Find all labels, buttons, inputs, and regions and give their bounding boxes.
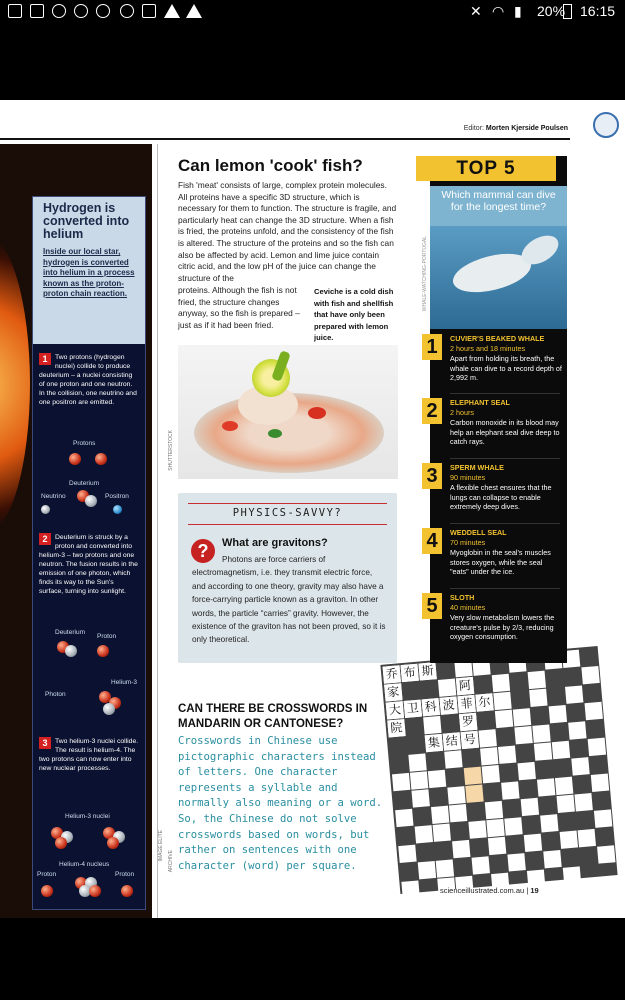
crossword-cell [492,674,510,692]
crossword-cell [540,814,558,832]
excel-icon [142,4,156,18]
crossword-character: 号 [461,731,479,749]
crossword-cell [488,837,506,855]
crossword-cell [410,771,428,789]
crossword-cell [444,750,462,768]
step-3: 3 Two helium-3 nuclei collide. The result is helium-4. The two protons can now enter into new nuclear processes. [39,738,139,772]
page-number: 19 [530,886,539,895]
crossword-character: 结 [443,732,461,750]
reader-avatar-icon[interactable] [593,112,619,138]
top5-panel: TOP 5 Which mammal can dive for the longest time? WHALE-WATCHING-PORTUGAL 1 CUVIER'S BEAKED WHALE 2 hours and 18 minutes Apart from holding its breath, the whale can dive to a record depth of 2,992 m. 2 ELEPHANT SEAL 2 hours Carbon monoxide in its blood may help an elephant seal dive deep to catch rays. 3 SPERM WHALE 90 minutes A flexible chest ensures that the lungs can collapse to enable extremely deep dives. 4 WEDDELL SEAL 70 minutes Myoglobin in the seal's muscles stores oxygen, while the seal "eats" under the ice. 5 SLOTH 40 minutes Very slow metabolism lowers the creature's pulse by 2/3, reducing oxygen consumption. [430,156,567,663]
whale-photo [430,226,567,329]
crossword-cell [517,762,535,780]
crossword-cell [478,729,496,747]
crossword-cell [585,702,603,720]
sun-column [0,144,152,918]
crossword-grid-image [380,646,617,894]
crossword-character: 菲 [457,695,475,713]
crossword-cell [563,866,581,884]
crossword-cell [485,801,503,819]
crossword-cell [556,795,574,813]
top-rule [0,138,570,140]
crossword-character: 家 [384,683,402,701]
crossword-character: 阿 [456,677,474,695]
battery-icon [563,4,572,19]
site-url: scienceillustrated.com.au [440,886,525,895]
crossword-cell [532,724,550,742]
crossword-cell [423,716,441,734]
hydrogen-header [33,197,145,344]
crossword-headline: CAN THERE BE CROSSWORDS IN MANDARIN OR CANTONESE? [178,703,368,730]
top5-question: Which mammal can dive for the longest time? [441,189,556,213]
crossword-cell [465,785,483,803]
magazine-page[interactable] [0,100,625,918]
crossword-cell [534,742,552,760]
crossword-cell [447,786,465,804]
physics-box [178,493,397,663]
crossword-cell [565,685,583,703]
crossword-cell [571,757,589,775]
crossword-character: 波 [439,696,457,714]
crossword-cell [588,738,606,756]
crossword-character: 院 [387,719,405,737]
crossword-cell [392,773,410,791]
physics-answer: Photons are force carriers of electromagnetism, i.e. they transmit electric force, and according to one theory, gravity may also have a force-carrying particle known as a graviton. In other words, the particle “carries” gravity. However, the existence of the graviton has not been proved, so it is only theoretical. [192,555,386,645]
editor-credit: Editor: Morten Kjerside Poulsen [463,125,568,132]
crossword-character: 科 [422,698,440,716]
shield-icon [120,4,134,18]
whale-photo-credit: WHALE-WATCHING-PORTUGAL [422,236,428,312]
crossword-cell [398,845,416,863]
sun-image [0,234,30,534]
lemon-body: Fish 'meat' consists of large, complex protein molecules. All proteins have a specific 3D structure, which is necessary for them to function. The structure is fragile, and particularly heat can change the 3D structure. When a fish is fried, the proteins unfold, and the consistency of the fish is altered. The structure of the proteins and so the fish can also be affected by acid. Lemon and lime juice contain citric acid, and the low pH of the juice can change the structure of the [178,180,397,283]
crossword-cell [495,710,513,728]
crossword-cell [528,671,546,689]
top5-header: TOP 5 [416,156,556,181]
crossword-cell [428,770,446,788]
notification-icon [8,4,22,18]
crossword-cell [415,825,433,843]
step-2: 2 Deuterium is struck by a proton and converted into helium-3 – two protons and one neutron. The fusion results in the emission of one photon, which finds its way to the Sun's surface, turning into sunlight. [39,534,138,595]
mute-icon: ✕ [470,3,482,19]
page-footer: scienceillustrated.com.au | 19 [440,886,539,895]
step-2-diagram: Deuterium Proton Helium-3 Photon [33,627,145,727]
crossword-character: 尔 [475,693,493,711]
step-3-diagram: Helium-3 nuclei Helium-4 nucleus Proton Proton [33,811,145,906]
crossword-cell [418,861,436,879]
crossword-cell [568,721,586,739]
crossword-cell [452,840,470,858]
warning-icon [164,4,180,18]
skull-icon [74,4,88,18]
crossword-cell [597,845,615,863]
status-bar [0,0,625,24]
crossword-cell [449,804,467,822]
crossword-cell [524,834,542,852]
crossword-cell [513,708,531,726]
crossword-cell [436,859,454,877]
crossword-cell [411,789,429,807]
image-credit: IMAGE ELITE [158,830,164,862]
crossword-cell [594,809,612,827]
crossword-cell [591,774,609,792]
crossword-cell [581,666,599,684]
crossword-cell [552,741,570,759]
crossword-cell [574,793,592,811]
crossword-cell [486,819,504,837]
warning-icon [186,4,202,18]
crossword-cell [401,880,419,898]
crossword-cell [514,726,532,744]
hydrogen-panel [32,196,146,910]
signal-icon: ▮ [514,3,522,19]
image-icon [30,4,44,18]
question-icon: ? [191,539,215,563]
crossword-cell [507,853,525,871]
step-1-diagram: Protons Deuterium Neutrino Positron [33,437,145,577]
crossword-cell [498,746,516,764]
battery-percent: 20% [537,3,566,19]
crossword-cell [537,778,555,796]
crossword-cell [433,824,451,842]
crossword-cell [482,765,500,783]
wifi-icon: ◠ [492,3,505,19]
crossword-cell [549,705,567,723]
crossword-cell [521,798,539,816]
crossword-cell [529,689,547,707]
crossword-cell [468,820,486,838]
shield-icon [52,4,66,18]
crossword-cell [395,809,413,827]
crossword-cell [504,817,522,835]
physics-heading: PHYSICS-SAVVY? [232,507,343,519]
crossword-cell [493,692,511,710]
crossword-cell [578,829,596,847]
crossword-cell [472,856,490,874]
crossword-character: 布 [400,664,418,682]
crossword-character: 大 [386,701,404,719]
lemon-headline: Can lemon 'cook' fish? [178,156,363,175]
crossword-character: 罗 [459,713,477,731]
archive-credit: ARCHIVE [168,850,174,873]
crossword-character: 斯 [418,662,436,680]
clock: 16:15 [580,3,616,19]
crossword-cell [464,767,482,785]
crossword-cell [543,850,561,868]
skull-icon [96,4,110,18]
column-divider [157,144,158,918]
photo-credit: SHUTTERSTOCK [168,430,174,471]
step-1: 1 Two protons (hydrogen nuclei) collide to produce deuterium – a nuclei consisting of one proton and one neutron. In the collision, one neutrino and one positron are emitted. [39,354,137,406]
crossword-cell [560,830,578,848]
crossword-cell [431,806,449,824]
ceviche-photo [178,345,398,479]
ceviche-caption: Ceviche is a cold dish with fish and shellfish that have only been prepared with lemon juice. [314,287,394,343]
crossword-character: 集 [425,734,443,752]
crossword-body: Crosswords in Chinese use pictographic characters instead of letters. One character represents a syllable and normally also meaning or a word. So, the Chinese do not solve crosswords based on words, but rather on sentences with one character (word) per square. [178,735,383,872]
lemon-body-cont: proteins. Although the fish is not fried, the structure changes anyway, so the fish is prepared – just as if it had been fried. [178,285,300,330]
crossword-cell [480,747,498,765]
physics-question: What are gravitons? [222,537,328,549]
crossword-character: 卫 [404,700,422,718]
hydrogen-intro: Inside our local star, hydrogen is converted into helium in a process known as the proton-proton chain reaction. [43,247,135,298]
crossword-cell [408,753,426,771]
crossword-cell [555,777,573,795]
crossword-cell [438,678,456,696]
crossword-character: 乔 [383,665,401,683]
crossword-cell [501,781,519,799]
hydrogen-title: Hydrogen is converted into helium [43,201,130,241]
